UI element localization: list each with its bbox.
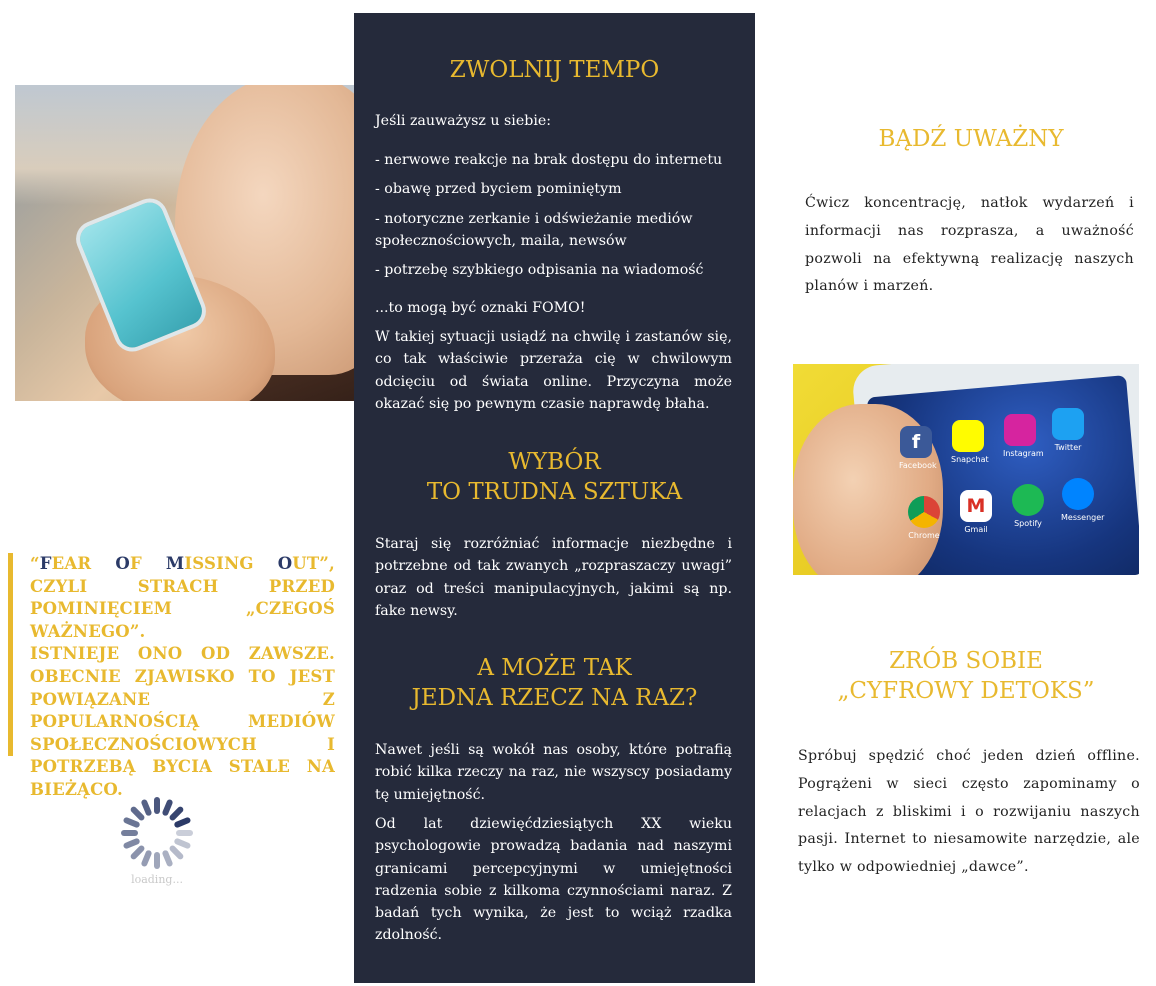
list-item: - potrzebę szybkiego odpisania na wiadomość [375, 262, 704, 279]
fomo-quote [30, 553, 335, 802]
spinner-spoke [127, 841, 137, 845]
jedna-rzecz-title: A MOŻE TAK JEDNA RZECZ NA RAZ? [411, 655, 698, 711]
spinner-spoke [134, 849, 142, 857]
spinner-spoke [165, 803, 169, 813]
badz-uwazny-paragraph: Ćwicz koncentrację, natłok wydarzeń i informacji nas rozprasza, a uważność pozwoli na efektywną realizację naszych planów i marzeń. [805, 195, 1134, 295]
phone-in-hands-photo [15, 85, 355, 401]
spinner-spoke [134, 810, 142, 818]
cyfrowy-detoks-title: ZRÓB SOBIE „CYFROWY DETOKS” [837, 648, 1095, 704]
quote-accent-bar [8, 553, 13, 756]
app-icon-messenger: Messenger [1061, 478, 1095, 522]
app-icon-twitter: Twitter [1051, 408, 1085, 452]
list-item: - notoryczne zerkanie i odświeżanie mediów społecznościowych, maila, newsów [375, 210, 693, 249]
section3-paragraph2: Od lat dziewięćdziesiątych XX wieku psychologowie prowadzą badania nad naszymi granicami percepcyjnymi w umiejętności radzenia sobie z kilkoma czynnościami naraz. Z badań tych wynika, że jest to wciąż rzadka zdolność. [375, 816, 732, 944]
fomo-description: ISTNIEJE ONO OD ZAWSZE. OBECNIE ZJAWISKO TO JEST POWIĄZANE Z POPULARNOŚCIĄ MEDIÓW SPOŁECZNOŚCIOWYCH I POTRZEBĄ BYCIA STALE NA BIEŻĄCO. [30, 644, 335, 799]
spinner-spoke [173, 810, 181, 818]
middle-panel [354, 13, 755, 983]
section3-paragraph1: Nawet jeśli są wokół nas osoby, które potrafią robić kilka rzeczy na raz, nie wszyscy posiadamy tę umiejętność. [375, 742, 732, 803]
section1-intro: Jeśli zauważysz u siebie: [375, 113, 552, 129]
list-item: - obawę przed byciem pominiętym [375, 181, 622, 198]
list-item: - nerwowe reakcje na brak dostępu do internetu [375, 152, 723, 168]
app-icon-chrome: Chrome [907, 496, 941, 540]
app-icon-facebook: f Facebook [899, 426, 933, 470]
spinner-spoke [127, 820, 137, 824]
spinner-spoke [177, 820, 187, 824]
section1-paragraph: W takiej sytuacji usiądź na chwilę i zastanów się, co tak właściwie przeraża cię w chwilowym odcięciu od świata online. Przyczyna może okazać się po pewnym czasie naprawdę błaha. [375, 329, 732, 412]
spinner-spoke [144, 803, 148, 813]
app-icon-spotify: Spotify [1011, 484, 1045, 528]
fomo-definition: “FEAR OF MISSING OUT”, CZYLI STRACH PRZED POMINIĘCIEM „CZEGOŚ WAŻNEGO”. [30, 554, 335, 641]
app-icon-instagram: Instagram [1003, 414, 1037, 458]
app-icon-gmail: M Gmail [959, 490, 993, 534]
section1-list [375, 149, 732, 281]
section2-paragraph: Staraj się rozróżniać informacje niezbędne i potrzebne od tak zwanych „rozpraszaczy uwagi” oraz od treści manipulacyjnych, jakimi są np. fake newsy. [375, 536, 732, 619]
loading-spinner-icon [121, 797, 193, 869]
app-icon-snapchat: Snapchat [951, 420, 985, 464]
social-apps-photo [793, 364, 1139, 575]
spinner-spoke [144, 853, 148, 863]
wybor-title: WYBÓR TO TRUDNA SZTUKA [426, 449, 683, 505]
spinner-spoke [177, 841, 187, 845]
spinner-spoke [165, 853, 169, 863]
loading-label: loading... [131, 873, 183, 886]
badz-uwazny-title: BĄDŹ UWAŻNY [878, 126, 1064, 152]
section1-outro: ...to mogą być oznaki FOMO! [375, 300, 586, 316]
spinner-spoke [173, 849, 181, 857]
zwolnij-tempo-title: ZWOLNIJ TEMPO [449, 57, 660, 83]
cyfrowy-detoks-paragraph: Spróbuj spędzić choć jeden dzień offline. Pogrążeni w sieci często zapominamy o relacjach z bliskimi i o rozwijaniu naszych pasji. Internet to niesamowite narzędzie, ale tylko w odpowiedniej „dawce”. [798, 748, 1140, 876]
